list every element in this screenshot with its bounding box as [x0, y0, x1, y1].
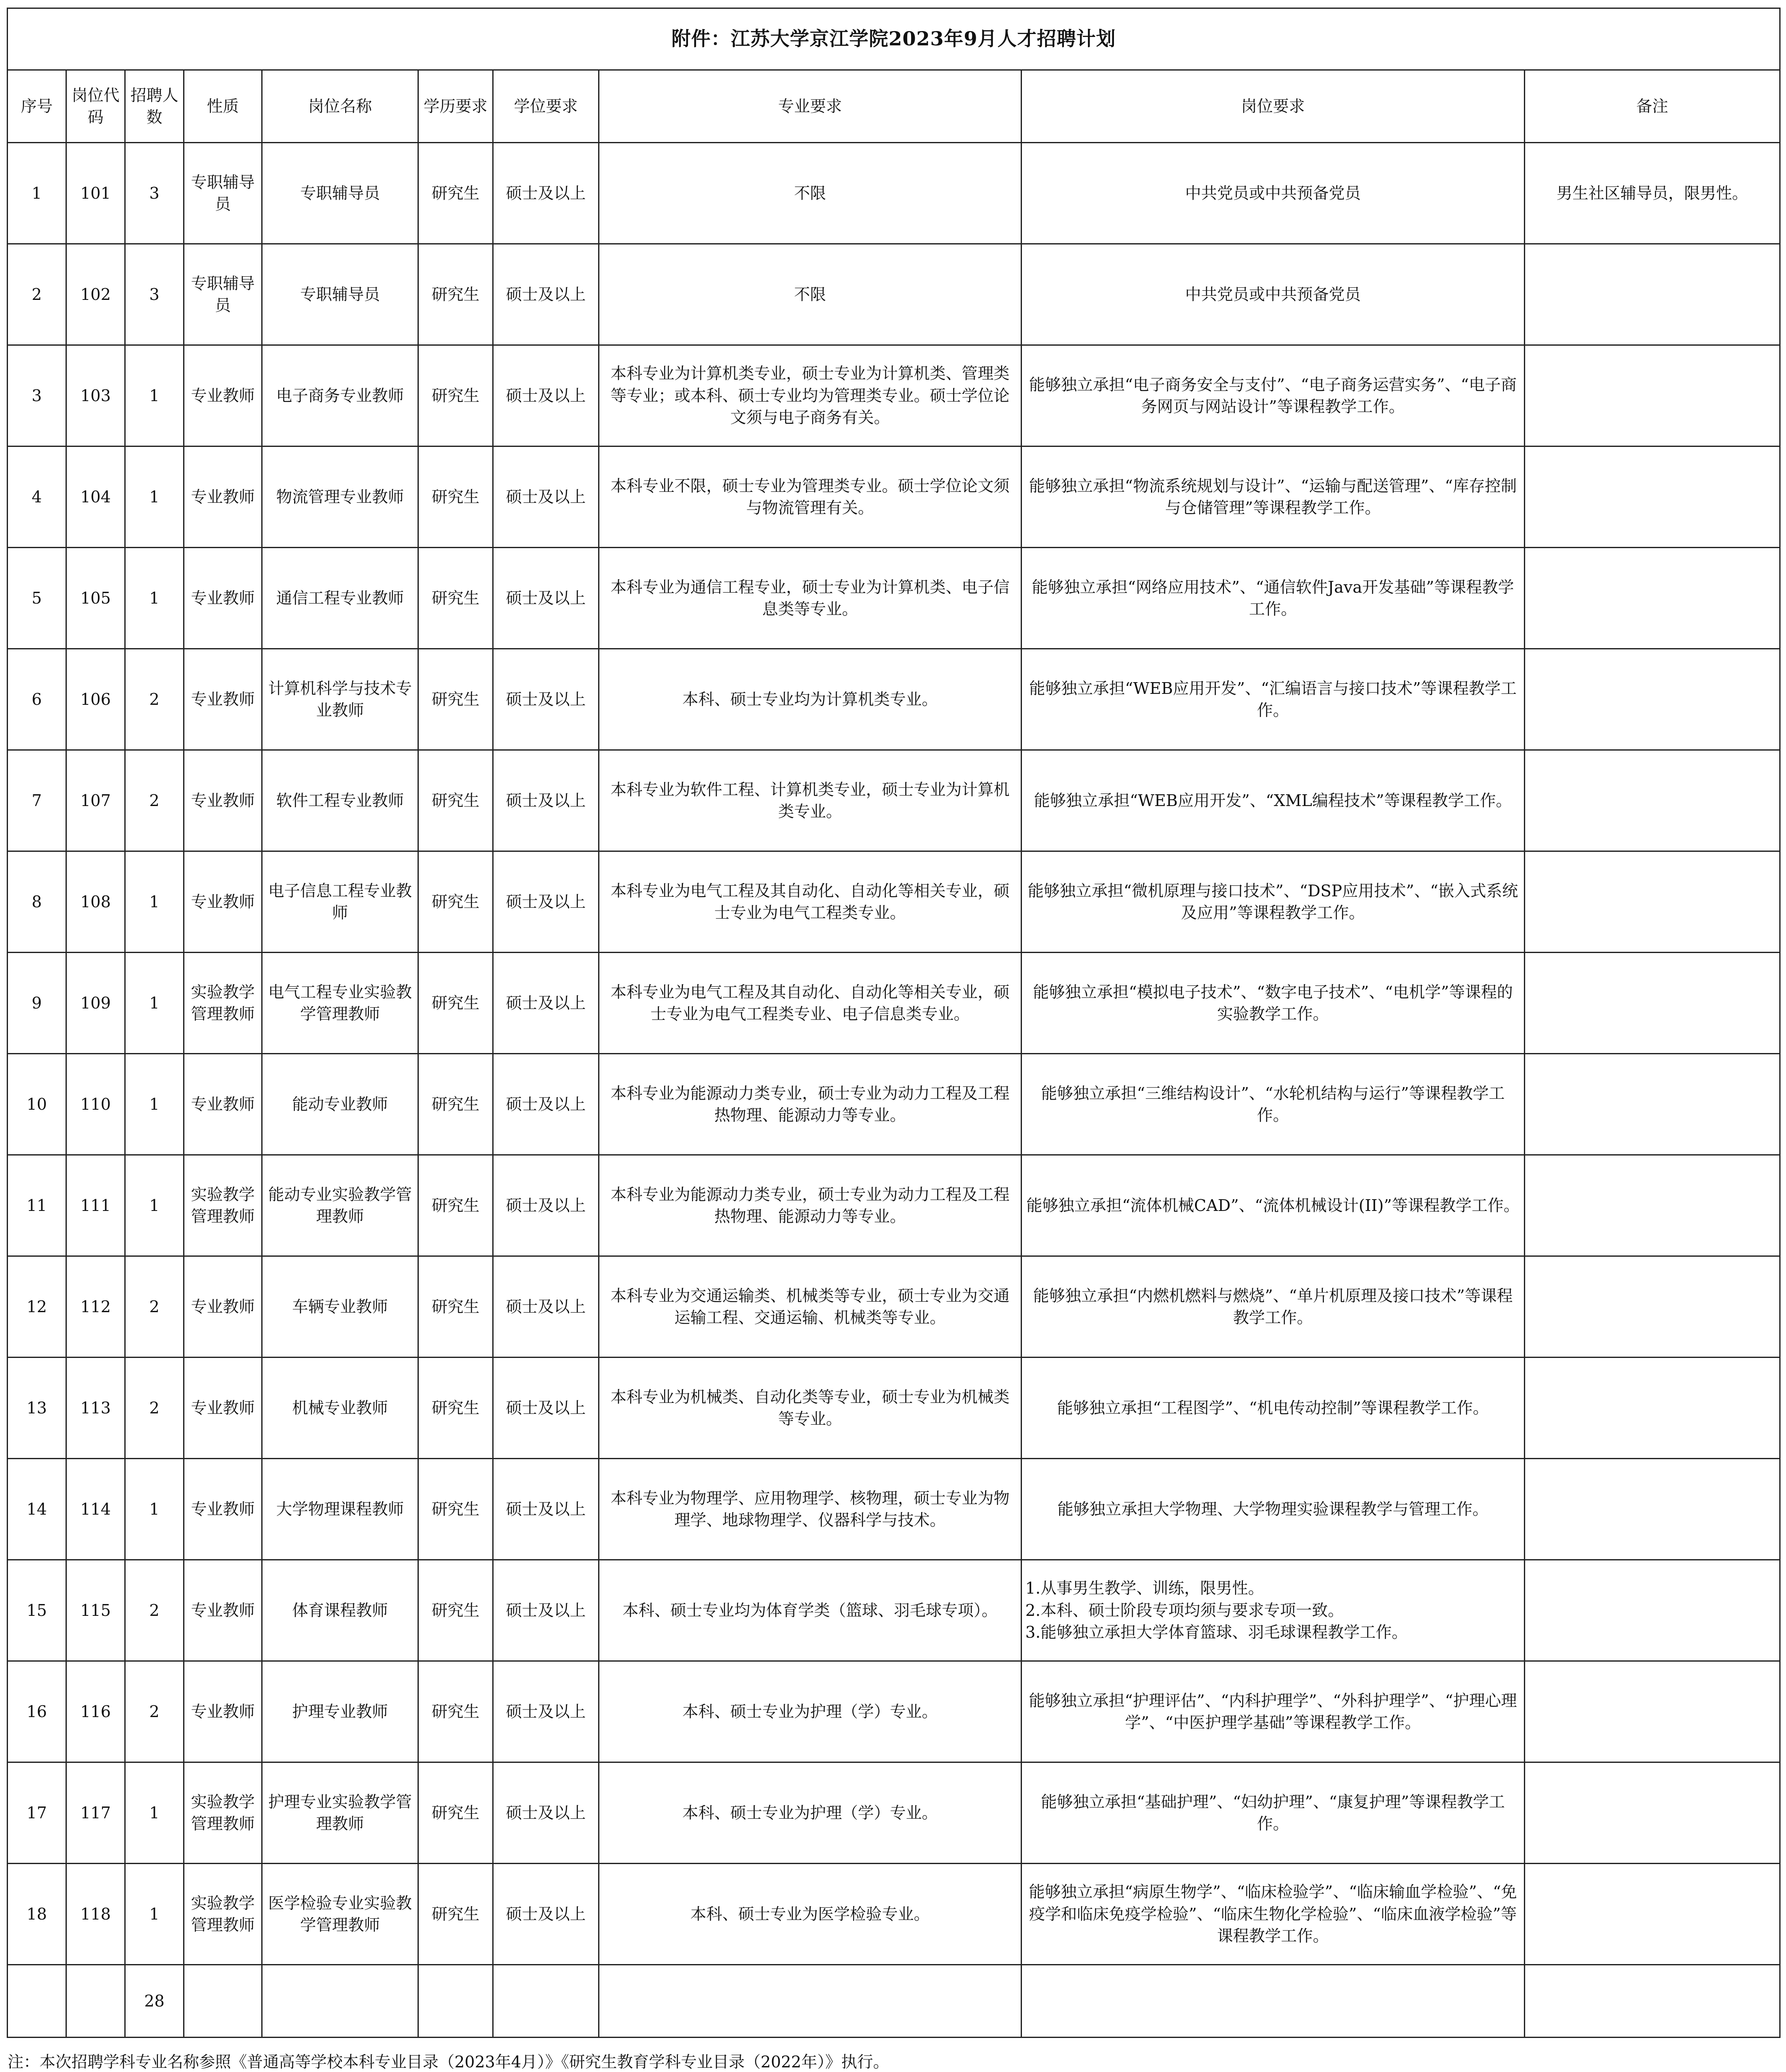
cell-major-requirement: 本科专业为通信工程专业，硕士专业为计算机类、电子信息类等专业。 [599, 548, 1022, 649]
cell-education: 研究生 [418, 143, 493, 244]
cell-no: 3 [8, 345, 66, 446]
cell-no: 5 [8, 548, 66, 649]
cell-education: 研究生 [418, 649, 493, 750]
cell-code: 107 [66, 750, 125, 851]
cell-note [1525, 953, 1780, 1054]
table-row [8, 1256, 1780, 1358]
table-row [8, 1054, 1780, 1155]
cell-education: 研究生 [418, 750, 493, 851]
empty-cell [599, 1965, 1022, 2038]
cell-position-name: 护理专业教师 [262, 1661, 418, 1762]
cell-no: 18 [8, 1864, 66, 1965]
table-row [8, 750, 1780, 851]
cell-position-requirement [1022, 1560, 1525, 1661]
cell-no: 15 [8, 1560, 66, 1661]
cell-no: 1 [8, 143, 66, 244]
requirement-line: 3.能够独立承担大学体育篮球、羽毛球课程教学工作。 [1025, 1623, 1408, 1642]
cell-type: 实验教学管理教师 [184, 953, 262, 1054]
cell-position-requirement: 中共党员或中共预备党员 [1022, 143, 1525, 244]
cell-position-name: 护理专业实验教学管理教师 [262, 1762, 418, 1864]
col-header-type: 性质 [184, 70, 262, 143]
cell-count: 1 [125, 446, 184, 548]
cell-count: 2 [125, 1560, 184, 1661]
cell-education: 研究生 [418, 1762, 493, 1864]
cell-degree: 硕士及以上 [493, 1560, 599, 1661]
cell-note [1525, 1155, 1780, 1256]
cell-education: 研究生 [418, 1155, 493, 1256]
cell-position-requirement: 能够独立承担“护理评估”、“内科护理学”、“外科护理学”、“护理心理学”、“中医护理学基础”等课程教学工作。 [1022, 1661, 1525, 1762]
empty-cell [262, 1965, 418, 2038]
table-row [8, 446, 1780, 548]
empty-cell [184, 1965, 262, 2038]
cell-major-requirement: 本科专业为交通运输类、机械类等专业，硕士专业为交通运输工程、交通运输、机械类等专业。 [599, 1256, 1022, 1358]
cell-code: 116 [66, 1661, 125, 1762]
cell-count: 1 [125, 1459, 184, 1560]
empty-cell [493, 1965, 599, 2038]
cell-no: 16 [8, 1661, 66, 1762]
cell-count: 2 [125, 649, 184, 750]
cell-count: 1 [125, 953, 184, 1054]
cell-code: 104 [66, 446, 125, 548]
cell-degree: 硕士及以上 [493, 143, 599, 244]
cell-position-requirement: 能够独立承担“WEB应用开发”、“XML编程技术”等课程教学工作。 [1022, 750, 1525, 851]
cell-degree: 硕士及以上 [493, 1256, 599, 1358]
cell-type: 专业教师 [184, 1054, 262, 1155]
col-header-no: 序号 [8, 70, 66, 143]
cell-education: 研究生 [418, 244, 493, 345]
recruitment-plan-table [7, 8, 1781, 2038]
cell-note [1525, 1459, 1780, 1560]
cell-code: 118 [66, 1864, 125, 1965]
cell-position-requirement: 能够独立承担大学物理、大学物理实验课程教学与管理工作。 [1022, 1459, 1525, 1560]
table-row [8, 1560, 1780, 1661]
cell-no: 9 [8, 953, 66, 1054]
cell-education: 研究生 [418, 851, 493, 953]
cell-position-requirement: 能够独立承担“网络应用技术”、“通信软件Java开发基础”等课程教学工作。 [1022, 548, 1525, 649]
cell-position-name: 体育课程教师 [262, 1560, 418, 1661]
cell-code: 110 [66, 1054, 125, 1155]
cell-type: 专业教师 [184, 1560, 262, 1661]
cell-no: 6 [8, 649, 66, 750]
empty-cell [418, 1965, 493, 2038]
col-header-name: 岗位名称 [262, 70, 418, 143]
cell-major-requirement: 本科、硕士专业均为计算机类专业。 [599, 649, 1022, 750]
cell-no: 8 [8, 851, 66, 953]
cell-note [1525, 851, 1780, 953]
cell-position-requirement: 能够独立承担“物流系统规划与设计”、“运输与配送管理”、“库存控制与仓储管理”等课程教学工作。 [1022, 446, 1525, 548]
cell-position-requirement: 能够独立承担“流体机械CAD”、“流体机械设计(II)”等课程教学工作。 [1022, 1155, 1525, 1256]
cell-count: 3 [125, 143, 184, 244]
cell-type: 专业教师 [184, 1256, 262, 1358]
cell-degree: 硕士及以上 [493, 1762, 599, 1864]
cell-major-requirement: 本科、硕士专业为护理（学）专业。 [599, 1762, 1022, 1864]
cell-degree: 硕士及以上 [493, 1054, 599, 1155]
cell-major-requirement: 本科、硕士专业均为体育学类（篮球、羽毛球专项）。 [599, 1560, 1022, 1661]
cell-education: 研究生 [418, 1661, 493, 1762]
cell-degree: 硕士及以上 [493, 953, 599, 1054]
cell-note [1525, 1256, 1780, 1358]
table-row [8, 1358, 1780, 1459]
table-row [8, 1459, 1780, 1560]
cell-major-requirement: 本科专业为能源动力类专业，硕士专业为动力工程及工程热物理、能源动力等专业。 [599, 1054, 1022, 1155]
cell-no: 13 [8, 1358, 66, 1459]
cell-code: 114 [66, 1459, 125, 1560]
cell-major-requirement: 本科专业为软件工程、计算机类专业，硕士专业为计算机类专业。 [599, 750, 1022, 851]
cell-note [1525, 345, 1780, 446]
cell-no: 2 [8, 244, 66, 345]
col-header-requirement: 岗位要求 [1022, 70, 1525, 143]
empty-cell [8, 1965, 66, 2038]
empty-cell [1022, 1965, 1525, 2038]
requirement-line: 1.从事男生教学、训练，限男性。 [1025, 1579, 1264, 1598]
cell-note [1525, 1864, 1780, 1965]
cell-code: 109 [66, 953, 125, 1054]
cell-count: 1 [125, 1155, 184, 1256]
cell-position-name: 机械专业教师 [262, 1358, 418, 1459]
cell-note [1525, 1358, 1780, 1459]
cell-degree: 硕士及以上 [493, 1155, 599, 1256]
cell-position-requirement: 能够独立承担“微机原理与接口技术”、“DSP应用技术”、“嵌入式系统及应用”等课程教学工作。 [1022, 851, 1525, 953]
cell-no: 12 [8, 1256, 66, 1358]
col-header-degree: 学位要求 [493, 70, 599, 143]
cell-major-requirement: 不限 [599, 244, 1022, 345]
table-row [8, 851, 1780, 953]
cell-position-requirement: 能够独立承担“WEB应用开发”、“汇编语言与接口技术”等课程教学工作。 [1022, 649, 1525, 750]
cell-position-name: 医学检验专业实验教学管理教师 [262, 1864, 418, 1965]
cell-education: 研究生 [418, 1054, 493, 1155]
cell-degree: 硕士及以上 [493, 1864, 599, 1965]
cell-position-name: 车辆专业教师 [262, 1256, 418, 1358]
cell-major-requirement: 本科专业为电气工程及其自动化、自动化等相关专业，硕士专业为电气工程类专业、电子信息类专业。 [599, 953, 1022, 1054]
cell-position-name: 能动专业教师 [262, 1054, 418, 1155]
cell-degree: 硕士及以上 [493, 1459, 599, 1560]
cell-count: 1 [125, 1054, 184, 1155]
cell-major-requirement: 本科专业为能源动力类专业，硕士专业为动力工程及工程热物理、能源动力等专业。 [599, 1155, 1022, 1256]
cell-no: 10 [8, 1054, 66, 1155]
empty-cell [66, 1965, 125, 2038]
cell-no: 11 [8, 1155, 66, 1256]
cell-count: 2 [125, 1358, 184, 1459]
cell-type: 专业教师 [184, 649, 262, 750]
table-row [8, 1762, 1780, 1864]
cell-degree: 硕士及以上 [493, 548, 599, 649]
col-header-edu: 学历要求 [418, 70, 493, 143]
cell-no: 4 [8, 446, 66, 548]
col-header-major: 专业要求 [599, 70, 1022, 143]
cell-count: 2 [125, 750, 184, 851]
table-row [8, 143, 1780, 244]
cell-position-name: 物流管理专业教师 [262, 446, 418, 548]
cell-degree: 硕士及以上 [493, 750, 599, 851]
cell-note [1525, 1560, 1780, 1661]
cell-type: 实验教学管理教师 [184, 1762, 262, 1864]
table-row [8, 1155, 1780, 1256]
requirement-line: 2.本科、硕士阶段专项均须与要求专项一致。 [1025, 1601, 1344, 1620]
cell-position-requirement: 能够独立承担“电子商务安全与支付”、“电子商务运营实务”、“电子商务网页与网站设计”等课程教学工作。 [1022, 345, 1525, 446]
empty-cell [1525, 1965, 1780, 2038]
cell-position-name: 电气工程专业实验教学管理教师 [262, 953, 418, 1054]
cell-position-requirement: 能够独立承担“内燃机燃料与燃烧”、“单片机原理及接口技术”等课程教学工作。 [1022, 1256, 1525, 1358]
cell-count: 1 [125, 548, 184, 649]
cell-count: 1 [125, 851, 184, 953]
cell-degree: 硕士及以上 [493, 446, 599, 548]
cell-position-name: 能动专业实验教学管理教师 [262, 1155, 418, 1256]
cell-type: 专业教师 [184, 851, 262, 953]
cell-degree: 硕士及以上 [493, 649, 599, 750]
cell-degree: 硕士及以上 [493, 244, 599, 345]
cell-position-name: 通信工程专业教师 [262, 548, 418, 649]
cell-position-name: 大学物理课程教师 [262, 1459, 418, 1560]
cell-type: 实验教学管理教师 [184, 1155, 262, 1256]
cell-position-name: 电子商务专业教师 [262, 345, 418, 446]
cell-degree: 硕士及以上 [493, 1358, 599, 1459]
cell-count: 1 [125, 1864, 184, 1965]
cell-position-requirement: 能够独立承担“模拟电子技术”、“数字电子技术”、“电机学”等课程的实验教学工作。 [1022, 953, 1525, 1054]
cell-code: 115 [66, 1560, 125, 1661]
cell-position-requirement: 能够独立承担“三维结构设计”、“水轮机结构与运行”等课程教学工作。 [1022, 1054, 1525, 1155]
cell-type: 专业教师 [184, 1358, 262, 1459]
footnote: 注：本次招聘学科专业名称参照《普通高等学校本科专业目录（2023年4月）》《研究生教育学科专业目录（2022年）》执行。 [8, 2053, 889, 2071]
cell-note [1525, 1762, 1780, 1864]
cell-type: 专业教师 [184, 1661, 262, 1762]
cell-position-name: 专职辅导员 [262, 143, 418, 244]
cell-code: 102 [66, 244, 125, 345]
cell-count: 3 [125, 244, 184, 345]
cell-major-requirement: 本科专业为电气工程及其自动化、自动化等相关专业，硕士专业为电气工程类专业。 [599, 851, 1022, 953]
cell-major-requirement: 本科专业为计算机类专业，硕士专业为计算机类、管理类等专业；或本科、硕士专业均为管理类专业。硕士学位论文须与电子商务有关。 [599, 345, 1022, 446]
cell-type: 专职辅导员 [184, 143, 262, 244]
cell-note [1525, 750, 1780, 851]
cell-education: 研究生 [418, 1864, 493, 1965]
cell-note [1525, 1661, 1780, 1762]
cell-type: 专业教师 [184, 548, 262, 649]
cell-position-requirement: 能够独立承担“病原生物学”、“临床检验学”、“临床输血学检验”、“免疫学和临床免疫学检验”、“临床生物化学检验”、“临床血液学检验”等课程教学工作。 [1022, 1864, 1525, 1965]
cell-major-requirement: 本科专业不限，硕士专业为管理类专业。硕士学位论文须与物流管理有关。 [599, 446, 1022, 548]
table-row [8, 548, 1780, 649]
cell-type: 专职辅导员 [184, 244, 262, 345]
table-row [8, 345, 1780, 446]
cell-education: 研究生 [418, 1358, 493, 1459]
table-row [8, 244, 1780, 345]
cell-education: 研究生 [418, 548, 493, 649]
cell-education: 研究生 [418, 1256, 493, 1358]
cell-major-requirement: 本科、硕士专业为医学检验专业。 [599, 1864, 1022, 1965]
cell-position-name: 软件工程专业教师 [262, 750, 418, 851]
cell-position-requirement: 中共党员或中共预备党员 [1022, 244, 1525, 345]
cell-code: 103 [66, 345, 125, 446]
cell-type: 专业教师 [184, 345, 262, 446]
total-row [8, 1965, 1780, 2038]
cell-type: 实验教学管理教师 [184, 1864, 262, 1965]
cell-code: 105 [66, 548, 125, 649]
col-header-code: 岗位代码 [66, 70, 125, 143]
cell-major-requirement: 本科专业为机械类、自动化类等专业，硕士专业为机械类等专业。 [599, 1358, 1022, 1459]
col-header-count: 招聘人数 [125, 70, 184, 143]
col-header-note: 备注 [1525, 70, 1780, 143]
cell-degree: 硕士及以上 [493, 345, 599, 446]
cell-major-requirement: 本科专业为物理学、应用物理学、核物理，硕士专业为物理学、地球物理学、仪器科学与技术。 [599, 1459, 1022, 1560]
table-row [8, 1661, 1780, 1762]
table-row [8, 953, 1780, 1054]
cell-note: 男生社区辅导员，限男性。 [1525, 143, 1780, 244]
cell-type: 专业教师 [184, 1459, 262, 1560]
cell-code: 101 [66, 143, 125, 244]
cell-education: 研究生 [418, 446, 493, 548]
cell-position-requirement: 能够独立承担“基础护理”、“妇幼护理”、“康复护理”等课程教学工作。 [1022, 1762, 1525, 1864]
cell-code: 112 [66, 1256, 125, 1358]
cell-note [1525, 244, 1780, 345]
cell-major-requirement: 本科、硕士专业为护理（学）专业。 [599, 1661, 1022, 1762]
cell-degree: 硕士及以上 [493, 851, 599, 953]
cell-no: 7 [8, 750, 66, 851]
cell-note [1525, 1054, 1780, 1155]
cell-no: 17 [8, 1762, 66, 1864]
cell-position-requirement: 能够独立承担“工程图学”、“机电传动控制”等课程教学工作。 [1022, 1358, 1525, 1459]
cell-note [1525, 649, 1780, 750]
table-row [8, 1864, 1780, 1965]
table-row [8, 649, 1780, 750]
cell-position-name: 专职辅导员 [262, 244, 418, 345]
cell-degree: 硕士及以上 [493, 1661, 599, 1762]
cell-count: 1 [125, 1762, 184, 1864]
cell-type: 专业教师 [184, 750, 262, 851]
cell-education: 研究生 [418, 1560, 493, 1661]
cell-type: 专业教师 [184, 446, 262, 548]
cell-major-requirement: 不限 [599, 143, 1022, 244]
cell-position-name: 计算机科学与技术专业教师 [262, 649, 418, 750]
cell-count: 2 [125, 1661, 184, 1762]
cell-code: 106 [66, 649, 125, 750]
cell-education: 研究生 [418, 1459, 493, 1560]
cell-note [1525, 548, 1780, 649]
cell-count: 1 [125, 345, 184, 446]
cell-code: 113 [66, 1358, 125, 1459]
cell-note [1525, 446, 1780, 548]
total-count: 28 [125, 1965, 184, 2038]
cell-code: 117 [66, 1762, 125, 1864]
cell-position-name: 电子信息工程专业教师 [262, 851, 418, 953]
cell-education: 研究生 [418, 345, 493, 446]
table-header-row [8, 70, 1780, 143]
cell-no: 14 [8, 1459, 66, 1560]
cell-education: 研究生 [418, 953, 493, 1054]
cell-code: 108 [66, 851, 125, 953]
document-title: 附件：江苏大学京江学院2023年9月人才招聘计划 [8, 8, 1780, 70]
cell-code: 111 [66, 1155, 125, 1256]
cell-count: 2 [125, 1256, 184, 1358]
